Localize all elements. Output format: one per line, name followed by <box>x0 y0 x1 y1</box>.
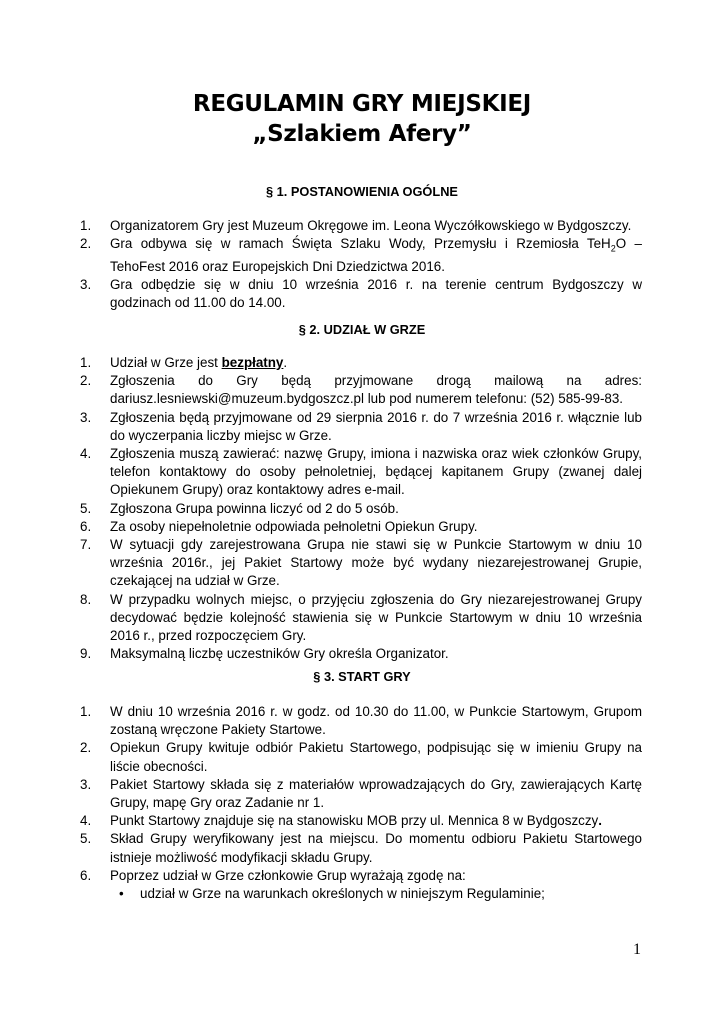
list-item <box>80 500 642 518</box>
bullet-item <box>110 885 642 903</box>
item-number: 7. <box>80 537 92 553</box>
item-subscript: 2 <box>610 243 616 254</box>
item-number: 1. <box>80 355 92 370</box>
list-item <box>80 812 642 830</box>
item-number: 5. <box>80 500 92 516</box>
list-item <box>80 645 642 663</box>
list-item <box>80 739 642 775</box>
item-number: 9. <box>80 646 92 662</box>
item-text: Gra odbywa się w ramach Święta Szlaku Wody, Przemysłu i Rzemiosła TeH <box>110 236 611 252</box>
item-number: 2. <box>80 236 92 252</box>
bullet-text: udział w Grze na warunkach określonych w niniejszym Regulaminie; <box>140 886 545 902</box>
item-text: Gra odbędzie się w dniu 10 września 2016 r. na terenie centrum Bydgoszczy w godzinach od 11.00 do 14.00. <box>110 277 642 311</box>
item-text: W sytuacji gdy zarejestrowana Grupa nie stawi się w Punkcie Startowym w dniu 10 września 2016r., jej Pakiet Startowy może być wydany niezarejestrowanej Grupie, czekającej na udział w Grze. <box>110 537 642 589</box>
item-number: 2. <box>80 373 92 389</box>
item-number: 2. <box>80 740 92 756</box>
item-text: O – TehoFest 2016 oraz Europejskich Dni Dziedzictwa 2016. <box>110 236 642 275</box>
list-item <box>80 703 642 739</box>
item-number: 8. <box>80 591 92 607</box>
item-text: Zgłoszenia będą przyjmowane od 29 sierpnia 2016 r. do 7 września 2016 r. włącznie lub do wyczerpania liczby miejsc w Grze. <box>110 409 642 443</box>
item-number: 4. <box>80 446 92 462</box>
item-number: 4. <box>80 813 92 829</box>
list-item <box>80 217 642 235</box>
list-item <box>80 536 642 591</box>
item-text: Udział w Grze jest <box>110 355 222 370</box>
item-text: Poprzez udział w Grze członkowie Grup wyrażają zgodę na: <box>110 867 466 883</box>
item-number: 3. <box>80 277 92 293</box>
item-number: 6. <box>80 518 92 534</box>
list-item <box>80 830 642 866</box>
item-text: W przypadku wolnych miejsc, o przyjęciu zgłoszenia do Gry niezarejestrowanej Grupy decydować będzie kolejność stawienia się w Punkcie Startowym w dniu 10 września 2016 r., przed rozpoczęciem Gry. <box>110 591 642 644</box>
item-text: Zgłoszenia do Gry będą przyjmowane drogą mailową na adres: dariusz.lesniewski@muzeum.bydgoszcz.pl lub pod numerem telefonu: (52) 585-99-83. <box>110 373 642 407</box>
item-text: W dniu 10 września 2016 r. w godz. od 10.30 do 11.00, w Punkcie Startowym, Grupom zostaną wręczone Pakiety Startowe. <box>110 704 642 738</box>
list-item <box>80 372 642 408</box>
list-item <box>80 445 642 500</box>
list-item <box>80 518 642 536</box>
item-number: 5. <box>80 831 92 847</box>
item-number: 3. <box>80 776 92 792</box>
item-number: 3. <box>80 409 92 425</box>
list-item <box>80 591 642 646</box>
item-number: 1. <box>80 218 92 233</box>
list-item <box>80 776 642 812</box>
item-text: Maksymalną liczbę uczestników Gry określa Organizator. <box>110 646 449 662</box>
list-item <box>80 354 642 372</box>
section-heading-3: § 3. START GRY <box>313 669 411 684</box>
section-2-list <box>80 354 642 663</box>
item-text: . <box>283 355 288 370</box>
item-number: 6. <box>80 867 92 883</box>
list-item <box>80 867 642 903</box>
item-text-bold: . <box>598 813 602 829</box>
section-heading-1: § 1. POSTANOWIENIA OGÓLNE <box>266 184 458 199</box>
bullet-list <box>110 885 642 903</box>
item-number: 1. <box>80 704 92 719</box>
list-item <box>80 409 642 445</box>
emphasis-text: bezpłatny <box>221 355 284 370</box>
section-1-list <box>80 217 642 313</box>
item-text: Skład Grupy weryfikowany jest na miejscu. Do momentu odbioru Pakietu Startowego istnieje możliwość modyfikacji składu Grupy. <box>110 831 642 865</box>
item-text: Pakiet Startowy składa się z materiałów wprowadzających do Gry, zawierających Kartę Grupy, mapę Gry oraz Zadanie nr 1. <box>110 776 642 811</box>
page-number: 1 <box>633 941 641 958</box>
item-text: Zgłoszona Grupa powinna liczyć od 2 do 5 osób. <box>110 500 399 516</box>
item-text: Organizatorem Gry jest Muzeum Okręgowe im. Leona Wyczółkowskiego w Bydgoszczy. <box>110 218 632 233</box>
item-text: Opiekun Grupy kwituje odbiór Pakietu Startowego, podpisując się w imieniu Grupy na liście obecności. <box>110 740 642 774</box>
list-item <box>80 276 642 312</box>
document-subtitle: „Szlakiem Afery” <box>252 121 472 147</box>
bullet-icon: • <box>119 886 124 902</box>
section-heading-2: § 2. UDZIAŁ W GRZE <box>298 322 426 337</box>
list-item <box>80 235 642 276</box>
item-text: Zgłoszenia muszą zawierać: nazwę Grupy, imiona i nazwiska oraz wiek członków Grupy, telefon kontaktowy do osoby pełnoletniej, będącej kapitanem Grupy (zwanej dalej Opiekunem Grupy) oraz kontaktowy adres e-mail. <box>110 446 642 498</box>
item-text: Za osoby niepełnoletnie odpowiada pełnoletni Opiekun Grupy. <box>110 518 478 534</box>
section-3-list <box>80 703 642 903</box>
document-title: REGULAMIN GRY MIEJSKIEJ <box>192 91 532 117</box>
item-text: Punkt Startowy znajduje się na stanowisku MOB przy ul. Mennica 8 w Bydgoszczy <box>110 813 599 829</box>
